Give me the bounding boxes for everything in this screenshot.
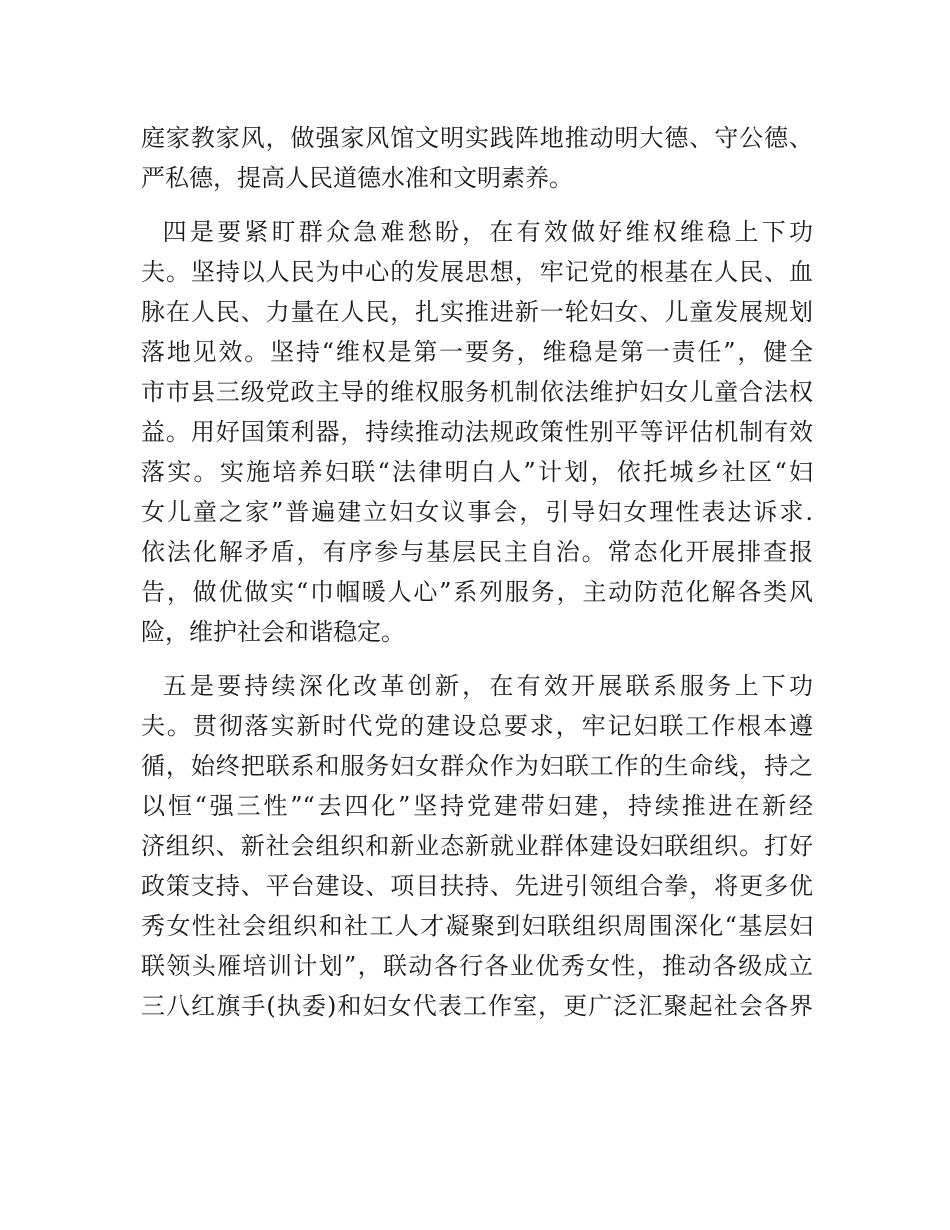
text-line: 市市县三级党政主导的维权服务机制依法维护妇女儿童合法权 — [141, 378, 813, 406]
text-line: 依法化解矛盾，有序参与基层民主自治。常态化开展排查报 — [141, 538, 813, 566]
text-line: 告，做优做实“巾帼暖人心”系列服务，主动防范化解各类风 — [141, 578, 813, 606]
paragraph-3 — [141, 666, 813, 1026]
text-line: 三八红旗手(执委)和妇女代表工作室，更广泛汇聚起社会各界 — [141, 992, 813, 1020]
text-line: 益。用好国策利器，持续推动法规政策性别平等评估机制有效 — [141, 418, 813, 446]
paragraph-2 — [141, 212, 813, 652]
text-line: 夫。坚持以人民为中心的发展思想，牢记党的根基在人民、血 — [141, 258, 813, 286]
text-line: 联领头雁培训计划”，联动各行各业优秀女性，推动各级成立 — [141, 952, 813, 980]
text-line: 四是要紧盯群众急难愁盼，在有效做好维权维稳上下功 — [162, 218, 813, 246]
text-line: 落地见效。坚持“维权是第一要务，维稳是第一责任”，健全 — [141, 338, 813, 366]
text-line: 脉在人民、力量在人民，扎实推进新一轮妇女、儿童发展规划 — [141, 298, 813, 326]
text-line: 秀女性社会组织和社工人才凝聚到妇联组织周围深化“基层妇 — [141, 912, 813, 940]
text-line: 落实。实施培养妇联“法律明白人”计划，依托城乡社区“妇 — [141, 458, 813, 486]
text-line: 循，始终把联系和服务妇女群众作为妇联工作的生命线，持之 — [141, 752, 813, 780]
text-line: 女儿童之家”普遍建立妇女议事会，引导妇女理性表达诉求. — [141, 498, 813, 526]
text-line: 政策支持、平台建设、项目扶持、先进引领组合拳，将更多优 — [141, 872, 813, 900]
text-line: 以恒“强三性”“去四化”坚持党建带妇建，持续推进在新经 — [141, 792, 813, 820]
text-line: 险，维护社会和谐稳定。 — [141, 618, 405, 646]
text-line: 严私德，提高人民道德水准和文明素养。 — [141, 164, 573, 192]
text-line: 济组织、新社会组织和新业态新就业群体建设妇联组织。打好 — [141, 832, 813, 860]
text-line: 夫。贯彻落实新时代党的建设总要求，牢记妇联工作根本遵 — [141, 712, 813, 740]
document-body — [141, 118, 813, 1040]
paragraph-1 — [141, 118, 813, 198]
text-line: 五是要持续深化改革创新，在有效开展联系服务上下功 — [162, 672, 813, 700]
text-line: 庭家教家风，做强家风馆文明实践阵地推动明大德、守公德、 — [141, 124, 813, 152]
